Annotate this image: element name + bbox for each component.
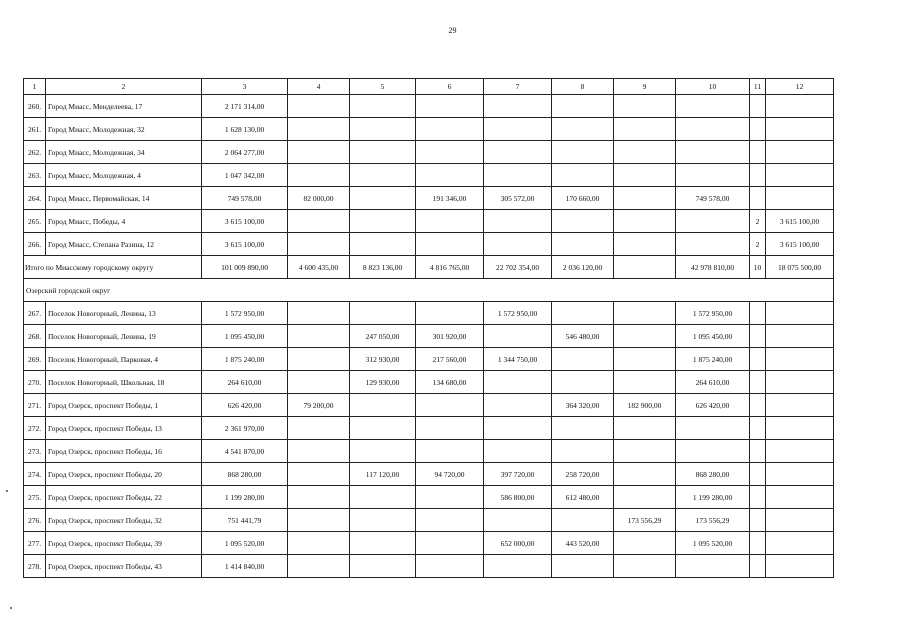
address-cell: Город Озерск, проспект Победы, 39 <box>46 532 202 555</box>
address-cell: Поселок Новогорный, Ленина, 13 <box>46 302 202 325</box>
address-cell: Город Озерск, проспект Победы, 22 <box>46 486 202 509</box>
value-cell-c8 <box>552 440 614 463</box>
value-cell-c8 <box>552 509 614 532</box>
value-cell-c9 <box>614 555 676 578</box>
value-cell-c6 <box>416 532 484 555</box>
value-cell-c9 <box>614 440 676 463</box>
row-number: 262. <box>24 141 46 164</box>
value-cell-c7: 397 720,00 <box>484 463 552 486</box>
value-cell-c6: 191 346,00 <box>416 187 484 210</box>
value-cell-c7 <box>484 95 552 118</box>
table-row <box>24 463 834 486</box>
value-cell-c10 <box>676 95 750 118</box>
value-cell-c3: 3 615 100,00 <box>202 233 288 256</box>
address-cell: Поселок Новогорный, Школьная, 18 <box>46 371 202 394</box>
row-number: 272. <box>24 417 46 440</box>
value-cell-c5 <box>350 302 416 325</box>
value-cell-c11 <box>750 394 766 417</box>
value-cell-c12 <box>766 463 834 486</box>
section-row-ozersk <box>24 279 834 302</box>
value-cell-c10: 173 556,29 <box>676 509 750 532</box>
value-cell-c8 <box>552 555 614 578</box>
column-header: 3 <box>202 79 288 95</box>
value-cell-c4 <box>288 118 350 141</box>
value-cell-c4 <box>288 302 350 325</box>
value-cell-c10: 1 095 520,00 <box>676 532 750 555</box>
table-row <box>24 509 834 532</box>
table-row <box>24 532 834 555</box>
value-cell-c6 <box>416 555 484 578</box>
value-cell-c8: 546 480,00 <box>552 325 614 348</box>
row-number: 271. <box>24 394 46 417</box>
value-cell-c12: 3 615 100,00 <box>766 210 834 233</box>
table-row <box>24 233 834 256</box>
value-cell-c5 <box>350 141 416 164</box>
value-cell-c6: 134 680,00 <box>416 371 484 394</box>
table-row <box>24 325 834 348</box>
column-header: 5 <box>350 79 416 95</box>
value-cell-c11 <box>750 118 766 141</box>
value-cell-c9 <box>614 486 676 509</box>
value-cell-c4 <box>288 325 350 348</box>
column-header: 11 <box>750 79 766 95</box>
value-cell-c12 <box>766 187 834 210</box>
value-cell-c6: 94 720,00 <box>416 463 484 486</box>
value-cell-c10: 626 420,00 <box>676 394 750 417</box>
page-number: 29 <box>448 26 457 35</box>
row-number: 274. <box>24 463 46 486</box>
value-cell-c3: 749 578,00 <box>202 187 288 210</box>
value-cell-c6: 301 920,00 <box>416 325 484 348</box>
value-cell-c4 <box>288 417 350 440</box>
value-cell-c10 <box>676 164 750 187</box>
value-cell-c3: 868 280,00 <box>202 463 288 486</box>
value-cell-c10 <box>676 555 750 578</box>
value-cell-c7: 305 572,00 <box>484 187 552 210</box>
value-cell-c10: 1 095 450,00 <box>676 325 750 348</box>
address-cell: Город Озерск, проспект Победы, 13 <box>46 417 202 440</box>
value-cell-c7 <box>484 233 552 256</box>
value-cell-c5: 247 050,00 <box>350 325 416 348</box>
value-cell-c11 <box>750 302 766 325</box>
value-cell-c11 <box>750 348 766 371</box>
value-cell-c6 <box>416 509 484 532</box>
value-cell-c8 <box>552 371 614 394</box>
table-row <box>24 210 834 233</box>
value-cell-c7: 1 344 750,00 <box>484 348 552 371</box>
value-cell-c9: 182 900,00 <box>614 394 676 417</box>
value-cell-c9 <box>614 325 676 348</box>
value-cell-c5 <box>350 187 416 210</box>
value-cell-c9 <box>614 233 676 256</box>
value-cell-c4 <box>288 509 350 532</box>
value-cell-c12 <box>766 440 834 463</box>
column-header: 10 <box>676 79 750 95</box>
address-cell: Город Миасс, Менделеева, 17 <box>46 95 202 118</box>
value-cell-c7 <box>484 118 552 141</box>
value-cell-c4 <box>288 210 350 233</box>
value-cell-c3: 1 047 342,00 <box>202 164 288 187</box>
value-cell-c8 <box>552 210 614 233</box>
section-title: Озерский городской округ <box>24 279 834 302</box>
address-cell: Город Озерск, проспект Победы, 32 <box>46 509 202 532</box>
value-cell-c7 <box>484 164 552 187</box>
value-cell-c7 <box>484 210 552 233</box>
value-cell-c12 <box>766 555 834 578</box>
value-cell-c9 <box>614 141 676 164</box>
value-cell-c4 <box>288 233 350 256</box>
value-cell-c7 <box>484 394 552 417</box>
value-cell-c5: 312 930,00 <box>350 348 416 371</box>
value-cell-c5 <box>350 95 416 118</box>
row-number: 273. <box>24 440 46 463</box>
value-cell-c5 <box>350 118 416 141</box>
value-cell-c3: 626 420,00 <box>202 394 288 417</box>
value-cell-c4: 82 000,00 <box>288 187 350 210</box>
column-header: 6 <box>416 79 484 95</box>
value-cell-c3: 751 441,79 <box>202 509 288 532</box>
row-number: 275. <box>24 486 46 509</box>
value-cell-c4 <box>288 463 350 486</box>
column-header: 2 <box>46 79 202 95</box>
row-number: 261. <box>24 118 46 141</box>
column-header: 8 <box>552 79 614 95</box>
total-row-miass <box>24 256 834 279</box>
value-cell-c5 <box>350 486 416 509</box>
value-cell-c12 <box>766 164 834 187</box>
value-cell-c4 <box>288 532 350 555</box>
value-cell-c11 <box>750 440 766 463</box>
value-cell-c11 <box>750 486 766 509</box>
total-cell: 4 816 765,00 <box>416 256 484 279</box>
value-cell-c7: 1 572 950,00 <box>484 302 552 325</box>
value-cell-c6 <box>416 164 484 187</box>
value-cell-c9 <box>614 532 676 555</box>
total-cell <box>614 256 676 279</box>
value-cell-c3: 1 628 130,00 <box>202 118 288 141</box>
total-cell: 18 075 500,00 <box>766 256 834 279</box>
value-cell-c8 <box>552 233 614 256</box>
value-cell-c8: 170 660,00 <box>552 187 614 210</box>
row-number: 260. <box>24 95 46 118</box>
value-cell-c8 <box>552 302 614 325</box>
value-cell-c11: 2 <box>750 233 766 256</box>
column-header: 4 <box>288 79 350 95</box>
value-cell-c11 <box>750 187 766 210</box>
value-cell-c3: 1 199 280,00 <box>202 486 288 509</box>
total-cell: 101 009 890,00 <box>202 256 288 279</box>
value-cell-c11 <box>750 463 766 486</box>
total-label: Итого по Миасскому городскому округу <box>24 256 202 279</box>
address-cell: Город Озерск, проспект Победы, 20 <box>46 463 202 486</box>
value-cell-c7 <box>484 555 552 578</box>
value-cell-c12 <box>766 118 834 141</box>
value-cell-c5 <box>350 394 416 417</box>
table-row <box>24 440 834 463</box>
value-cell-c5: 117 120,00 <box>350 463 416 486</box>
table-row <box>24 555 834 578</box>
value-cell-c5 <box>350 440 416 463</box>
value-cell-c8 <box>552 95 614 118</box>
value-cell-c6 <box>416 302 484 325</box>
address-cell: Город Озерск, проспект Победы, 16 <box>46 440 202 463</box>
value-cell-c7: 586 800,00 <box>484 486 552 509</box>
table-row <box>24 486 834 509</box>
address-cell: Город Миасс, Молодежная, 4 <box>46 164 202 187</box>
value-cell-c12: 3 615 100,00 <box>766 233 834 256</box>
value-cell-c9 <box>614 417 676 440</box>
table-row <box>24 141 834 164</box>
value-cell-c5 <box>350 555 416 578</box>
value-cell-c10: 868 280,00 <box>676 463 750 486</box>
value-cell-c11 <box>750 509 766 532</box>
value-cell-c3: 1 095 520,00 <box>202 532 288 555</box>
scan-speck <box>10 607 12 609</box>
table-row <box>24 95 834 118</box>
value-cell-c7 <box>484 417 552 440</box>
value-cell-c10: 749 578,00 <box>676 187 750 210</box>
value-cell-c4 <box>288 95 350 118</box>
value-cell-c12 <box>766 486 834 509</box>
value-cell-c11 <box>750 95 766 118</box>
value-cell-c5: 129 930,00 <box>350 371 416 394</box>
value-cell-c12 <box>766 95 834 118</box>
value-cell-c10: 264 610,00 <box>676 371 750 394</box>
value-cell-c6 <box>416 210 484 233</box>
value-cell-c3: 3 615 100,00 <box>202 210 288 233</box>
table-row <box>24 187 834 210</box>
value-cell-c10 <box>676 141 750 164</box>
value-cell-c4 <box>288 486 350 509</box>
value-cell-c8: 612 480,00 <box>552 486 614 509</box>
value-cell-c6 <box>416 417 484 440</box>
value-cell-c6: 217 560,00 <box>416 348 484 371</box>
value-cell-c7 <box>484 325 552 348</box>
row-number: 265. <box>24 210 46 233</box>
column-header: 7 <box>484 79 552 95</box>
row-number: 267. <box>24 302 46 325</box>
value-cell-c10: 1 199 280,00 <box>676 486 750 509</box>
value-cell-c8 <box>552 118 614 141</box>
total-cell: 2 036 120,00 <box>552 256 614 279</box>
value-cell-c9 <box>614 348 676 371</box>
value-cell-c11 <box>750 371 766 394</box>
value-cell-c4 <box>288 141 350 164</box>
value-cell-c9 <box>614 371 676 394</box>
value-cell-c9 <box>614 164 676 187</box>
value-cell-c11 <box>750 555 766 578</box>
value-cell-c3: 2 361 970,00 <box>202 417 288 440</box>
value-cell-c12 <box>766 417 834 440</box>
table-row <box>24 394 834 417</box>
value-cell-c4 <box>288 164 350 187</box>
value-cell-c9 <box>614 95 676 118</box>
value-cell-c9: 173 556,29 <box>614 509 676 532</box>
table-row <box>24 371 834 394</box>
funding-table <box>23 78 834 578</box>
value-cell-c3: 4 541 870,00 <box>202 440 288 463</box>
value-cell-c11 <box>750 141 766 164</box>
miass-rows <box>24 95 834 256</box>
table-row <box>24 302 834 325</box>
value-cell-c10 <box>676 417 750 440</box>
total-cell: 8 823 136,00 <box>350 256 416 279</box>
address-cell: Город Миасс, Молодежная, 34 <box>46 141 202 164</box>
value-cell-c7: 652 000,00 <box>484 532 552 555</box>
value-cell-c9 <box>614 187 676 210</box>
value-cell-c4 <box>288 555 350 578</box>
value-cell-c8: 258 720,00 <box>552 463 614 486</box>
table-row <box>24 164 834 187</box>
address-cell: Город Миасс, Первомайская, 14 <box>46 187 202 210</box>
row-number: 278. <box>24 555 46 578</box>
value-cell-c8 <box>552 417 614 440</box>
value-cell-c6 <box>416 95 484 118</box>
row-number: 266. <box>24 233 46 256</box>
value-cell-c12 <box>766 371 834 394</box>
ozersk-rows <box>24 302 834 578</box>
value-cell-c8 <box>552 164 614 187</box>
row-number: 264. <box>24 187 46 210</box>
value-cell-c4 <box>288 440 350 463</box>
value-cell-c6 <box>416 233 484 256</box>
value-cell-c8: 443 520,00 <box>552 532 614 555</box>
value-cell-c3: 1 875 240,00 <box>202 348 288 371</box>
row-number: 270. <box>24 371 46 394</box>
total-cell: 42 978 810,00 <box>676 256 750 279</box>
value-cell-c5 <box>350 509 416 532</box>
value-cell-c7 <box>484 440 552 463</box>
value-cell-c12 <box>766 532 834 555</box>
value-cell-c3: 1 572 950,00 <box>202 302 288 325</box>
value-cell-c11 <box>750 164 766 187</box>
value-cell-c9 <box>614 302 676 325</box>
value-cell-c11 <box>750 417 766 440</box>
value-cell-c7 <box>484 509 552 532</box>
value-cell-c10 <box>676 440 750 463</box>
value-cell-c4 <box>288 348 350 371</box>
value-cell-c6 <box>416 440 484 463</box>
table-row <box>24 118 834 141</box>
value-cell-c10 <box>676 118 750 141</box>
value-cell-c3: 2 064 277,00 <box>202 141 288 164</box>
value-cell-c4 <box>288 371 350 394</box>
value-cell-c6 <box>416 394 484 417</box>
value-cell-c8 <box>552 141 614 164</box>
value-cell-c3: 2 171 314,00 <box>202 95 288 118</box>
address-cell: Город Миасс, Победы, 4 <box>46 210 202 233</box>
total-cell: 4 600 435,00 <box>288 256 350 279</box>
value-cell-c10: 1 572 950,00 <box>676 302 750 325</box>
value-cell-c5 <box>350 532 416 555</box>
total-cell: 22 702 354,00 <box>484 256 552 279</box>
row-number: 269. <box>24 348 46 371</box>
value-cell-c6 <box>416 141 484 164</box>
address-cell: Город Миасс, Молодежная, 32 <box>46 118 202 141</box>
total-cell: 10 <box>750 256 766 279</box>
address-cell: Поселок Новогорный, Ленина, 19 <box>46 325 202 348</box>
value-cell-c10: 1 875 240,00 <box>676 348 750 371</box>
column-header: 9 <box>614 79 676 95</box>
value-cell-c12 <box>766 348 834 371</box>
value-cell-c3: 264 610,00 <box>202 371 288 394</box>
value-cell-c5 <box>350 233 416 256</box>
value-cell-c7 <box>484 141 552 164</box>
value-cell-c9 <box>614 210 676 233</box>
value-cell-c12 <box>766 141 834 164</box>
table-row <box>24 417 834 440</box>
row-number: 263. <box>24 164 46 187</box>
address-cell: Город Озерск, проспект Победы, 43 <box>46 555 202 578</box>
row-number: 276. <box>24 509 46 532</box>
value-cell-c12 <box>766 302 834 325</box>
value-cell-c3: 1 414 840,00 <box>202 555 288 578</box>
value-cell-c10 <box>676 210 750 233</box>
column-header: 1 <box>24 79 46 95</box>
scan-speck <box>6 490 8 492</box>
value-cell-c11: 2 <box>750 210 766 233</box>
address-cell: Город Озерск, проспект Победы, 1 <box>46 394 202 417</box>
value-cell-c6 <box>416 118 484 141</box>
value-cell-c10 <box>676 233 750 256</box>
address-cell: Город Миасс, Степана Разина, 12 <box>46 233 202 256</box>
value-cell-c6 <box>416 486 484 509</box>
value-cell-c8: 364 320,00 <box>552 394 614 417</box>
table-row <box>24 348 834 371</box>
value-cell-c5 <box>350 210 416 233</box>
value-cell-c5 <box>350 417 416 440</box>
value-cell-c3: 1 095 450,00 <box>202 325 288 348</box>
value-cell-c11 <box>750 325 766 348</box>
value-cell-c12 <box>766 325 834 348</box>
value-cell-c8 <box>552 348 614 371</box>
column-header-row <box>24 79 834 95</box>
value-cell-c9 <box>614 463 676 486</box>
value-cell-c11 <box>750 532 766 555</box>
row-number: 277. <box>24 532 46 555</box>
column-header: 12 <box>766 79 834 95</box>
value-cell-c5 <box>350 164 416 187</box>
value-cell-c4: 79 200,00 <box>288 394 350 417</box>
value-cell-c12 <box>766 509 834 532</box>
value-cell-c7 <box>484 371 552 394</box>
value-cell-c9 <box>614 118 676 141</box>
row-number: 268. <box>24 325 46 348</box>
value-cell-c12 <box>766 394 834 417</box>
address-cell: Поселок Новогорный, Парковая, 4 <box>46 348 202 371</box>
